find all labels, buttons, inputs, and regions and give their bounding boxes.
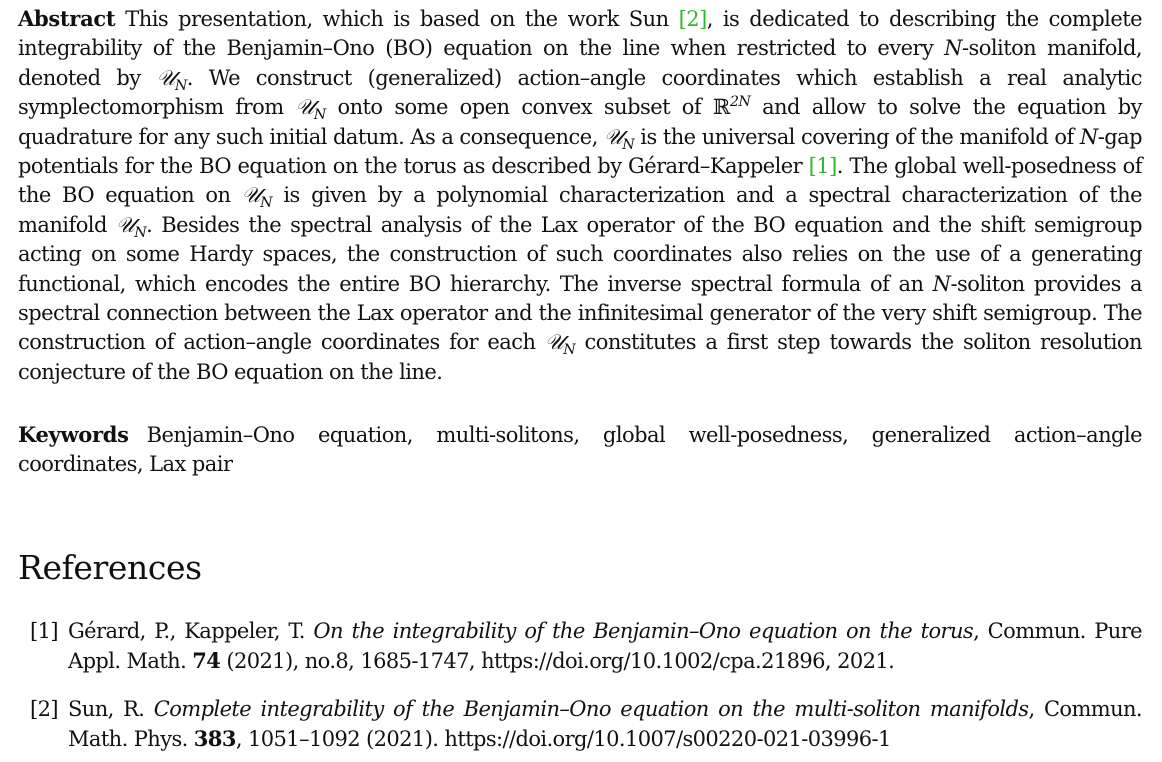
keywords-paragraph	[18, 420, 1142, 480]
abstract-text: This presentation, which is based on the work Sun	[125, 7, 679, 31]
math-symbol: N	[944, 36, 962, 61]
math-symbol: N	[932, 271, 951, 296]
reference-volume: 74	[192, 648, 221, 674]
math-subscript: N	[260, 195, 273, 212]
reference-details: , 1051–1092 (2021). https://doi.org/10.1007/s00220-021-03996-1	[235, 727, 891, 752]
reference-journal: , Commun. Pure Appl. Math.	[68, 619, 1143, 674]
reference-authors: Gérard, P., Kappeler, T.	[68, 619, 314, 643]
reference-body	[68, 617, 1142, 677]
abstract-text: -soliton manifold, denoted by	[18, 36, 1142, 90]
citation-link-1[interactable]: [1]	[808, 154, 837, 179]
math-symbol: ℝ	[712, 95, 730, 120]
reference-body	[68, 695, 1142, 755]
reference-number: [2]	[30, 697, 58, 721]
abstract-text: and allow to solve the equation by quadrature for any such initial datum. As a consequence,	[18, 95, 1142, 149]
math-subscript: N	[563, 342, 576, 359]
reference-details: (2021), no.8, 1685-1747, https://doi.org/10.1002/cpa.21896, 2021.	[220, 649, 895, 674]
math-subscript: N	[174, 78, 187, 94]
math-symbol: 𝒰	[156, 65, 175, 90]
abstract-text: onto some open convex subset of	[325, 95, 713, 120]
keywords-label: Keywords	[18, 422, 129, 447]
math-symbol: 𝒰	[603, 124, 623, 149]
abstract-label: Abstract	[18, 6, 116, 31]
abstract-text: . Besides the spectral analysis of the Lax operator of the BO equation and the shift semigroup acting on some Hardy spaces, the construction of such coordinates also relies on the use of a generating functional, which encodes the entire BO hierarchy. The inverse spectral formula of an	[18, 212, 1142, 296]
math-subscript: N	[313, 107, 326, 124]
math-symbol: 𝒰	[295, 95, 314, 120]
reference-item	[18, 695, 1142, 755]
math-symbol: N	[1079, 124, 1098, 149]
abstract-text: is given by a polynomial characterization and a spectral characterization of the manifold	[18, 183, 1142, 237]
math-subscript: N	[622, 136, 635, 153]
abstract-text: -gap potentials for the BO equation on the torus as described by Gérard–Kappeler	[18, 124, 1142, 179]
reference-authors: Sun, R.	[68, 697, 154, 721]
abstract-text: . We construct (generalized) action–angle coordinates which establish a real analytic symplectomorphism from	[18, 65, 1142, 120]
reference-item	[18, 617, 1142, 677]
abstract-text: constitutes a first step towards the soliton resolution conjecture of the BO equation on the line.	[18, 330, 1142, 384]
abstract-text: . The global well-posedness of the BO equation on	[18, 154, 1143, 208]
references-heading: References	[18, 548, 202, 587]
abstract-paragraph	[18, 4, 1142, 387]
math-superscript: 2N	[729, 94, 751, 111]
keywords-text: Benjamin–Ono equation, multi-solitons, global well-posedness, generalized action–angle coordinates, Lax pair	[18, 423, 1142, 477]
reference-title: Complete integrability of the Benjamin–Ono equation on the multi-soliton manifolds	[153, 697, 1029, 721]
math-subscript: N	[134, 225, 147, 242]
reference-journal: , Commun. Math. Phys.	[68, 697, 1143, 752]
math-symbol: 𝒰	[241, 183, 261, 208]
citation-link-2[interactable]: [2]	[678, 7, 707, 31]
reference-title: On the integrability of the Benjamin–Ono equation on the torus	[313, 619, 974, 643]
math-symbol: 𝒰	[115, 212, 135, 237]
reference-volume: 383	[193, 726, 236, 752]
abstract-text: , is dedicated to describing the complete integrability of the Benjamin–Ono (BO) equation on the line when restricted to every	[18, 7, 1142, 61]
reference-number: [1]	[30, 619, 58, 643]
abstract-text: is the universal covering of the manifold of	[634, 124, 1080, 149]
abstract-text: -soliton provides a spectral connection between the Lax operator and the infinitesimal generator of the very shift semigroup. The construction of action–angle coordinates for each	[18, 271, 1142, 355]
math-symbol: 𝒰	[544, 330, 564, 355]
